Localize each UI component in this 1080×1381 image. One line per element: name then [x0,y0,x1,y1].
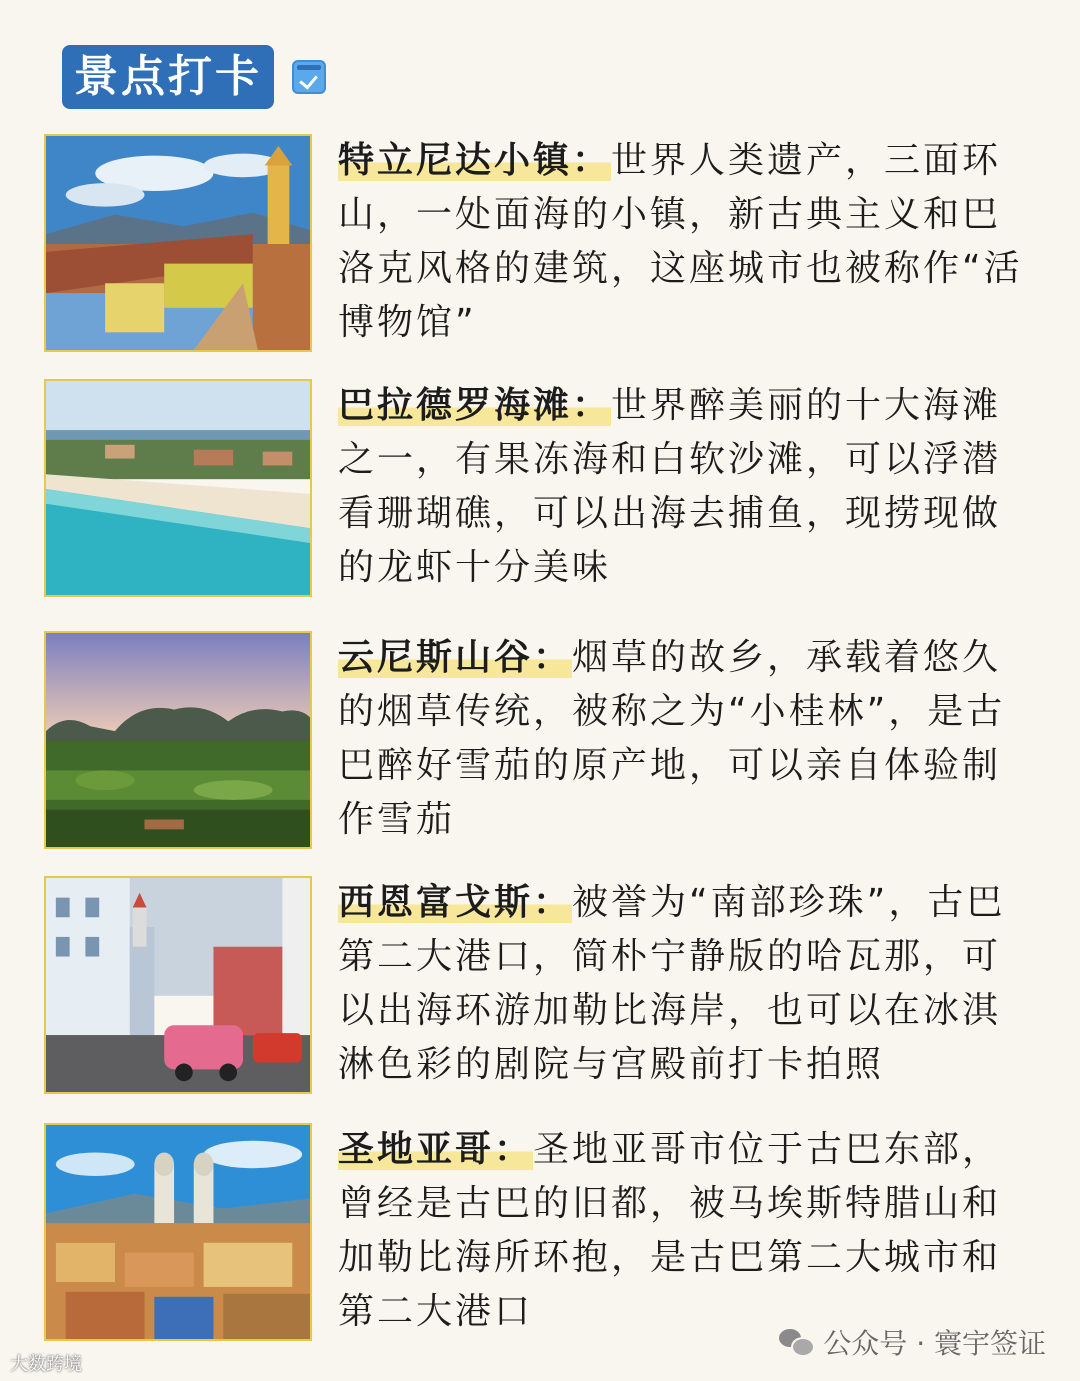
attraction-entry [44,1123,1044,1345]
attraction-entry [44,631,1044,853]
attraction-entry [44,379,1044,601]
page-title: 景点打卡 [62,45,274,109]
trinidad-town-photo [44,134,312,352]
attraction-description: 烟草的故乡，承载着悠久的烟草传统，被称之为“小桂林”，是古巴醉好雪茄的原产地，可以亲自体验制作雪茄 [338,637,1006,840]
account-name: 公众号 · 寰宇签证 [823,1327,1046,1360]
attraction-description: 圣地亚哥市位于古巴东部，曾经是古巴的旧都，被马埃斯特腊山和加勒比海所环抱，是古巴第二大城市和第二大港口 [338,1129,1002,1332]
vinales-valley-photo [44,631,312,849]
header [62,44,326,110]
attraction-name: 圣地亚哥： [338,1129,534,1170]
wechat-icon [779,1329,813,1355]
attraction-entry [44,876,1044,1098]
attraction-name: 巴拉德罗海滩： [338,385,612,426]
attraction-description: 世界醉美丽的十大海滩之一，有果冻海和白软沙滩，可以浮潜看珊瑚礁，可以出海去捕鱼，现捞现做的龙虾十分美味 [338,385,1002,588]
varadero-beach-photo [44,379,312,597]
attraction-text [338,631,1038,847]
attraction-text [338,379,1038,595]
cienfuegos-street-photo [44,876,312,1094]
attraction-text [338,134,1038,350]
account-watermark [779,1322,1046,1362]
attraction-name: 西恩富戈斯： [338,882,573,923]
source-watermark: 大数跨境 [10,1354,82,1375]
attraction-text [338,1123,1038,1339]
attraction-description: 被誉为“南部珍珠”，古巴第二大港口，简朴宁静版的哈瓦那，可以出海环游加勒比海岸，也可以在冰淇淋色彩的剧院与宫殿前打卡拍照 [338,882,1006,1085]
attraction-entry [44,134,1044,356]
attraction-name: 特立尼达小镇： [338,140,612,181]
santiago-city-photo [44,1123,312,1341]
attraction-text [338,876,1038,1092]
calendar-check-icon [292,60,326,94]
attraction-name: 云尼斯山谷： [338,637,573,678]
attraction-description: 世界人类遗产，三面环山，一处面海的小镇，新古典主义和巴洛克风格的建筑，这座城市也被称作“活博物馆” [338,140,1023,343]
